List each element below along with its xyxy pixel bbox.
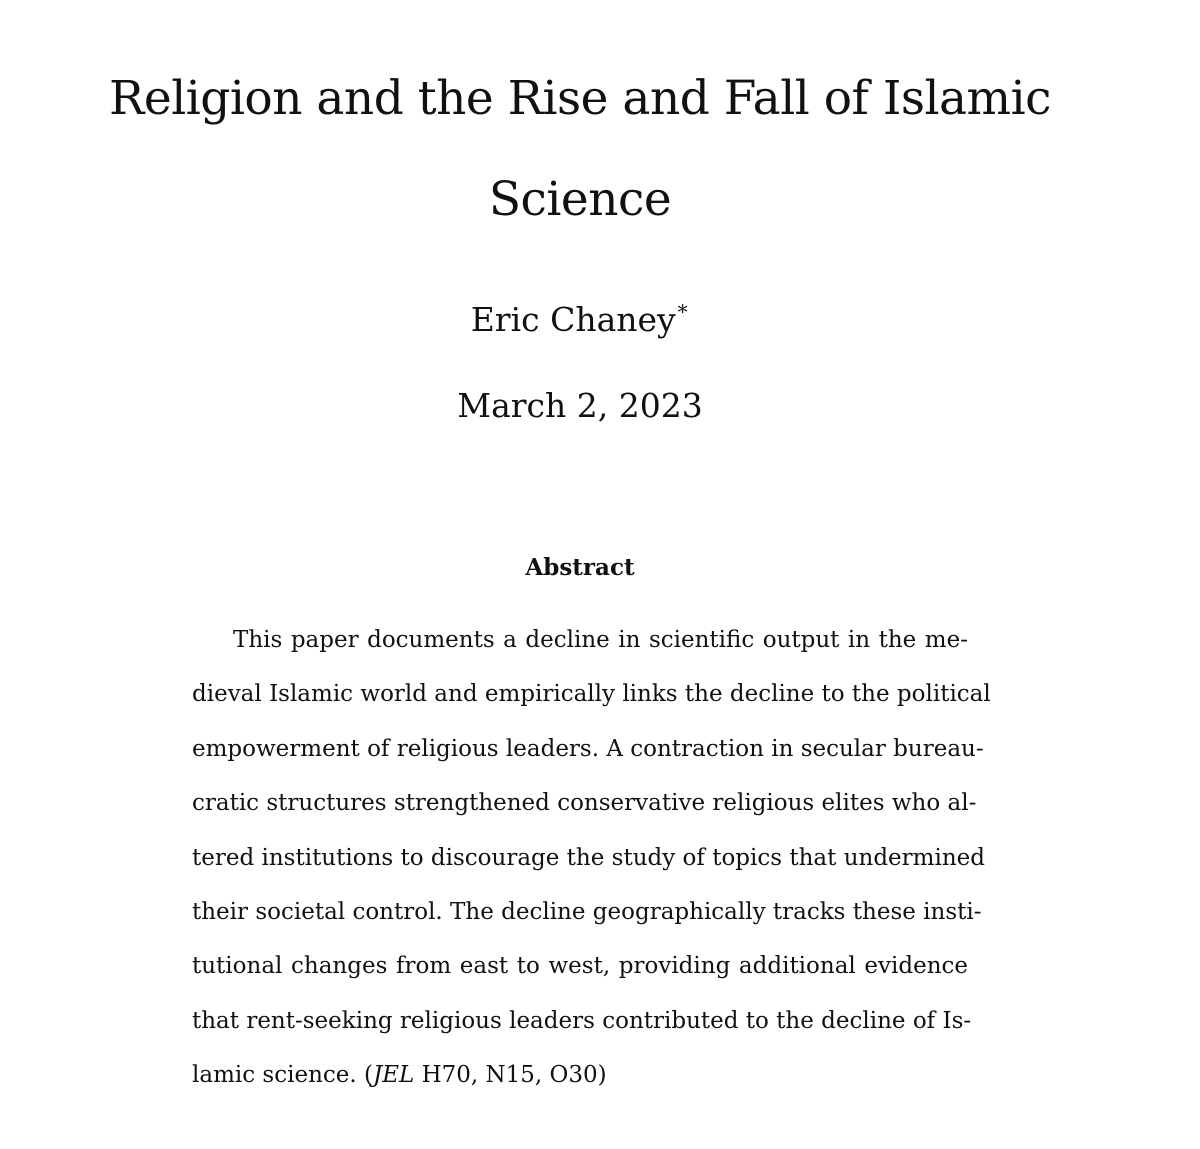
abstract-body: [192, 622, 991, 1112]
abstract-last-line-text: lamic science. (: [192, 1062, 373, 1089]
abstract-line: tered institutions to discourage the study of topics that undermined: [192, 844, 985, 871]
abstract-line: that rent-seeking religious leaders contributed to the decline of Is-: [192, 1007, 972, 1034]
abstract-line: This paper documents a decline in scientific output in the me-: [233, 627, 968, 653]
abstract-last-line: [192, 1057, 968, 1111]
author-footnote-mark: ∗: [675, 296, 690, 320]
abstract-line: empowerment of religious leaders. A contraction in secular bureau-: [192, 735, 984, 762]
abstract-line: cratic structures strengthened conservative religious elites who al-: [192, 790, 977, 817]
paper-title-line-2: Science: [488, 172, 672, 227]
author-name-text: Eric Chaney: [470, 300, 676, 339]
abstract-line: dieval Islamic world and empirically links the decline to the political: [192, 681, 991, 708]
abstract-line: tutional changes from east to west, providing additional evidence: [192, 953, 968, 980]
jel-codes: H70, N15, O30): [414, 1062, 607, 1089]
paper-title-line-1: Religion and the Rise and Fall of Islamic: [109, 71, 1051, 126]
abstract-line: their societal control. The decline geographically tracks these insti-: [192, 898, 982, 925]
abstract-heading: Abstract: [525, 554, 635, 581]
jel-label: JEL: [372, 1062, 415, 1089]
paper-date: March 2, 2023: [457, 386, 703, 425]
author-name: [100, 296, 1060, 339]
